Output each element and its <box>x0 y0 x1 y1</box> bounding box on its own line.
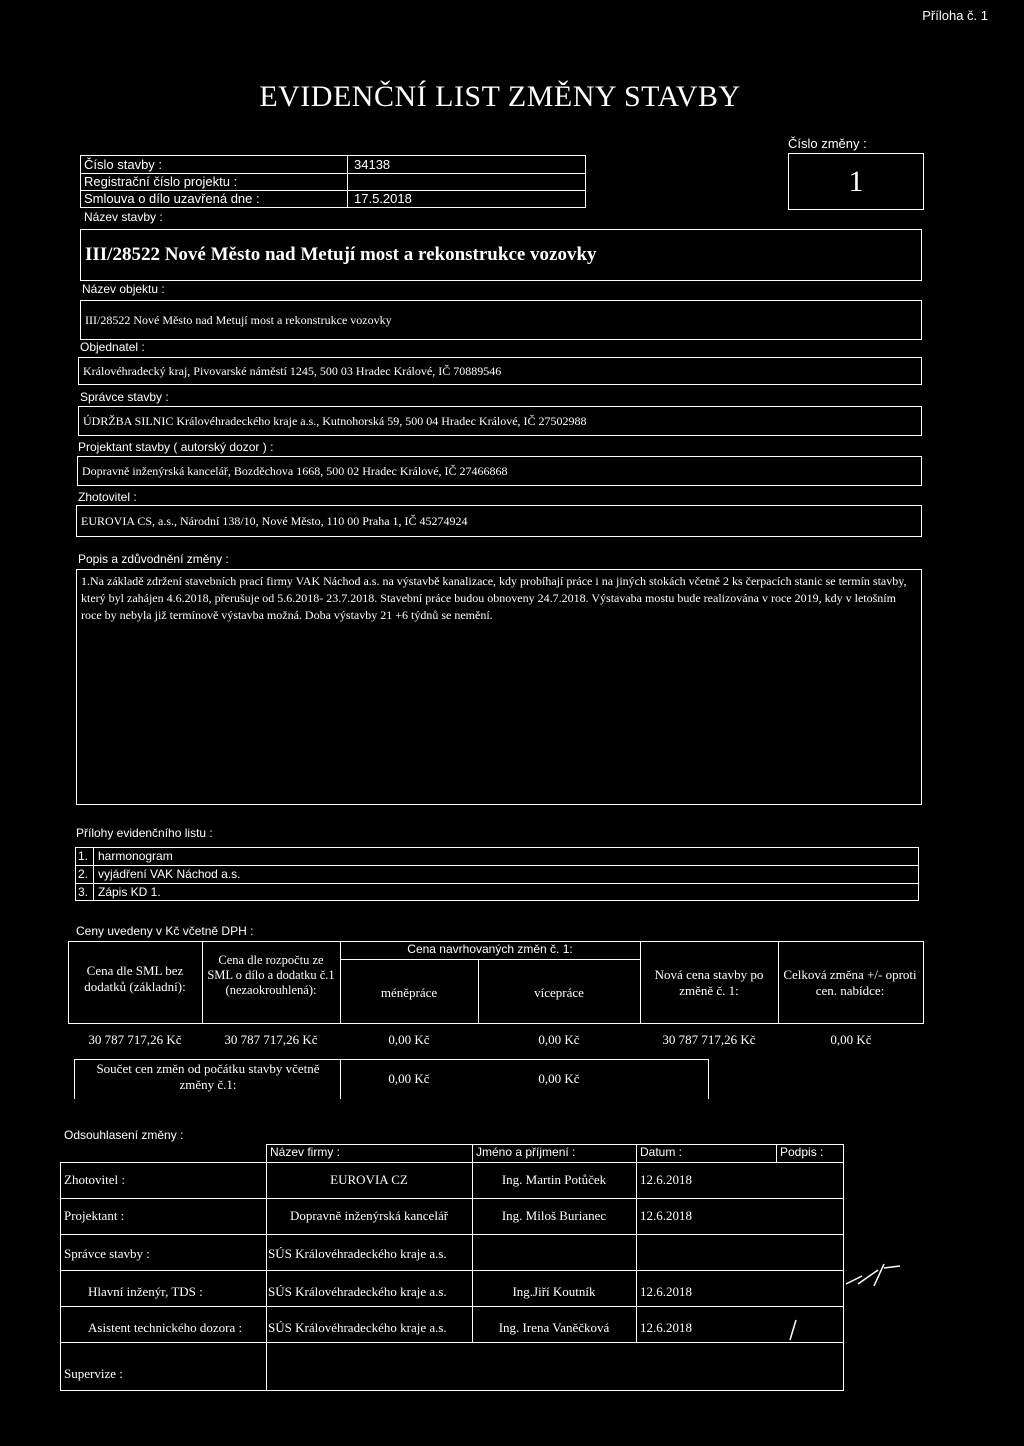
row-datum: 12.6.2018 <box>640 1284 692 1299</box>
spravce-label: Správce stavby : <box>80 390 169 404</box>
projektant-field: Dopravně inženýrská kancelář, Bozděchova 1668, 500 02 Hradec Králové, IČ 27466868 <box>77 456 922 486</box>
value-cena-rozpocet: 30 787 717,26 Kč <box>224 1032 318 1047</box>
row-cislo-stavby: Číslo stavby : 34138 <box>81 156 585 174</box>
header-jmeno: Jméno a příjmení : <box>476 1145 576 1159</box>
popis-box <box>76 569 922 805</box>
row-firma: SÚS Královéhradeckého kraje a.s. <box>268 1320 447 1335</box>
prilohy-table <box>75 847 919 901</box>
change-number-label: Číslo změny : <box>788 136 867 151</box>
row-role: Správce stavby : <box>64 1246 150 1261</box>
ceny-label: Ceny uvedeny v Kč včetně DPH : <box>76 924 254 938</box>
document-title: EVIDENČNÍ LIST ZMĚNY STAVBY <box>259 80 741 113</box>
header-cena-rozpocet: Cena dle rozpočtu ze SML o dílo a dodatku č.1 (nezaokrouhlená): <box>207 953 335 997</box>
soucet-vicepraca: 0,00 Kč <box>538 1071 580 1086</box>
row-firma: EUROVIA CZ <box>330 1172 408 1187</box>
row-jmeno: Ing. Miloš Burianec <box>501 1208 607 1223</box>
row-jmeno: Ing. Irena Vaněčková <box>498 1320 610 1335</box>
annex-label: Příloha č. 1 <box>922 8 988 23</box>
row-datum: 12.6.2018 <box>640 1172 692 1187</box>
row-smlouva: Smlouva o dílo uzavřená dne : 17.5.2018 <box>84 191 412 206</box>
objednatel-field: Královéhradecký kraj, Pivovarské náměstí 1245, 500 03 Hradec Králové, IČ 70889546 <box>78 357 922 385</box>
value-nova-cena: 30 787 717,26 Kč <box>662 1032 756 1047</box>
header-podpis: Podpis : <box>780 1145 824 1159</box>
priloha-item: 1. <box>78 849 89 863</box>
row-jmeno: Ing. Martin Potůček <box>501 1172 607 1187</box>
signature-mark <box>784 1316 804 1346</box>
signature-mark <box>840 1254 910 1294</box>
priloha-item-text: vyjádření VAK Náchod a.s. <box>98 867 241 881</box>
objekt-label: Název objektu : <box>82 282 165 296</box>
top-info-table <box>80 155 586 208</box>
objekt-field: III/28522 Nové Město nad Metují most a rekonstrukce vozovky <box>80 300 922 340</box>
odsouhlaseni-table <box>60 1144 844 1392</box>
header-cena-sml: Cena dle SML bez dodatků (základní): <box>84 963 186 994</box>
odsouhlaseni-label: Odsouhlasení změny : <box>64 1128 184 1142</box>
row-firma: Dopravně inženýrská kancelář <box>289 1208 449 1223</box>
soucet-label: Součet cen změn od počátku stavby včetně změny č.1: <box>96 1061 320 1092</box>
value-celkova-zmena: 0,00 Kč <box>830 1032 872 1047</box>
row-role: Projektant : <box>64 1208 125 1223</box>
row-role: Supervize : <box>64 1366 123 1381</box>
header-menepraca: méněpráce <box>380 985 438 1000</box>
header-cena-navrh: Cena navrhovaných změn č. 1: <box>407 942 573 956</box>
header-nazev-firmy: Název firmy : <box>270 1145 341 1159</box>
priloha-item-text: Zápis KD 1. <box>98 885 161 899</box>
zhotovitel-field: EUROVIA CS, a.s., Národní 138/10, Nové Město, 110 00 Praha 1, IČ 45274924 <box>76 505 922 537</box>
spravce-field: ÚDRŽBA SILNIC Královéhradeckého kraje a.s., Kutnohorská 59, 500 04 Hradec Králové, IČ 27502988 <box>78 406 922 436</box>
prilohy-label: Přílohy evidenčního listu : <box>76 826 213 840</box>
projektant-label: Projektant stavby ( autorský dozor ) : <box>78 440 274 454</box>
header-nova-cena: Nová cena stavby po změně č. 1: <box>654 967 764 998</box>
priloha-item-text: harmonogram <box>98 849 173 863</box>
row-datum: 12.6.2018 <box>640 1208 692 1223</box>
header-celkova-zmena: Celková změna +/- oproti cen. nabídce: <box>783 967 917 998</box>
row-firma: SÚS Královéhradeckého kraje a.s. <box>268 1284 447 1299</box>
priloha-item: 3. <box>78 885 89 899</box>
popis-text: 1.Na základě zdržení stavebních prací firmy VAK Náchod a.s. na výstavbě kanalizace, kdy probíhají práce i na jiných stokách včetně 2 ks čerpacích stanic se termín stavby, který byl zahájen 4.6.2018, přerušuje od 5.6.2018- 23.7.2018. Stavební práce budou obnoveny 24.7.2018. Výstavaba mostu bude realizována v roce 2019, kdy v letošním roce by nebyla již termínově výstavba možná. Doba výstavby 21 +6 týdnů se nemění. <box>81 574 907 622</box>
zhotovitel-label: Zhotovitel : <box>78 490 137 504</box>
change-number-box <box>788 153 924 210</box>
row-role: Asistent technického dozora : <box>88 1320 243 1335</box>
cislo-stavby-value: 34138 <box>354 157 391 172</box>
value-cena-sml: 30 787 717,26 Kč <box>88 1032 182 1047</box>
row-datum: 12.6.2018 <box>640 1320 692 1335</box>
stavba-label: Název stavby : <box>84 210 163 224</box>
row-role: Zhotovitel : <box>64 1172 126 1187</box>
value-menepraca: 0,00 Kč <box>388 1032 430 1047</box>
smlouva-date-value: 17.5.2018 <box>354 191 412 206</box>
popis-label: Popis a zdůvodnění změny : <box>78 552 229 566</box>
soucet-menepraca: 0,00 Kč <box>388 1071 430 1086</box>
row-firma: SÚS Královéhradeckého kraje a.s. <box>268 1246 447 1261</box>
header-datum: Datum : <box>640 1145 683 1159</box>
header-vicepraca: vícepráce <box>534 985 584 1000</box>
stavba-field: III/28522 Nové Město nad Metují most a rekonstrukce vozovky <box>80 229 922 281</box>
ceny-table <box>68 941 924 1091</box>
row-jmeno: Ing.Jiří Koutník <box>512 1284 596 1299</box>
priloha-item: 2. <box>78 867 89 881</box>
objednatel-label: Objednatel : <box>80 340 145 354</box>
row-registracni-cislo: Registrační číslo projektu : <box>81 173 585 191</box>
change-number: 1 <box>848 164 864 198</box>
row-role: Hlavní inženýr, TDS : <box>88 1284 203 1299</box>
value-vicepraca: 0,00 Kč <box>538 1032 580 1047</box>
